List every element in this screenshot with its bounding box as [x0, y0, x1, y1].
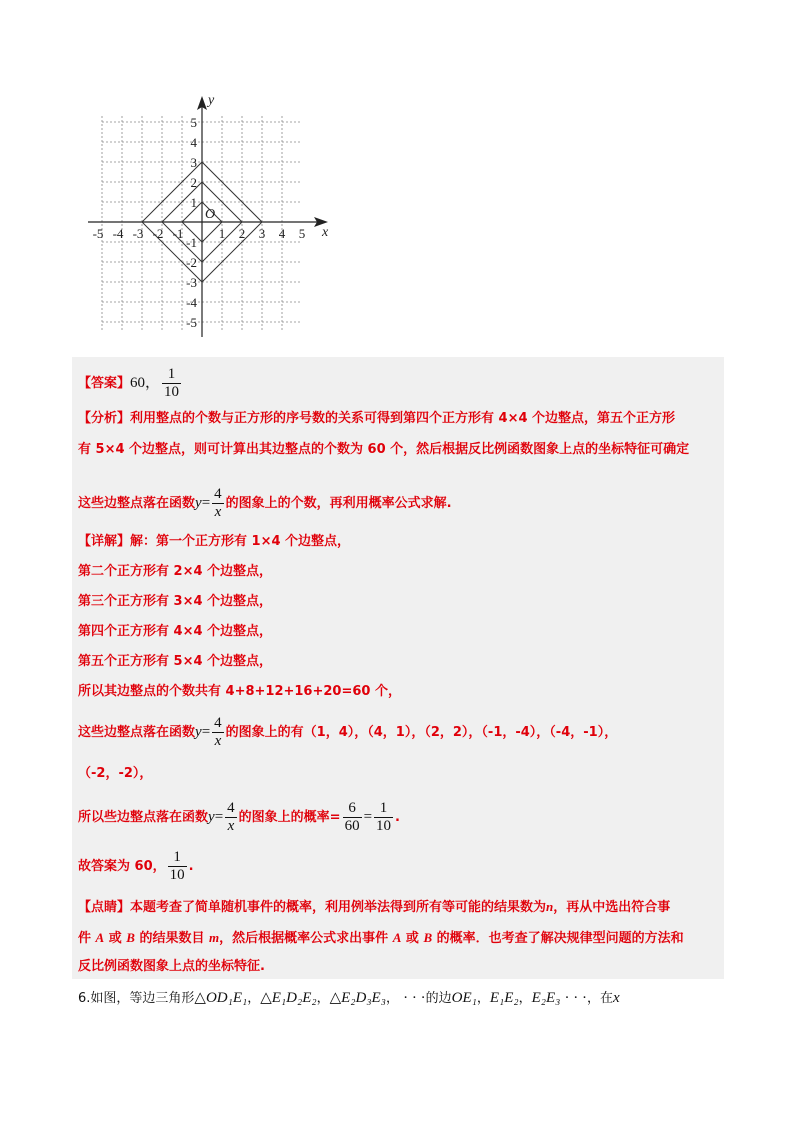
- prob-num: 6: [343, 800, 362, 818]
- detail-text-6: 所以其边整点的个数共有 4+8+12+16+20=60 个，: [78, 684, 401, 699]
- x-tick-label: 5: [298, 226, 306, 241]
- var-a-2: A: [392, 930, 402, 945]
- analysis-line-1: [78, 409, 675, 429]
- prob-den: 60: [344, 818, 360, 834]
- detail-text-1: 解：第一个正方形有 1×4 个边整点，: [130, 534, 351, 549]
- detail-text-3: 第三个正方形有 3×4 个边整点，: [78, 594, 273, 609]
- var-a: A: [95, 930, 105, 945]
- prob2-den: 10: [376, 818, 392, 834]
- x-tick-label: 3: [258, 226, 266, 241]
- question-number: 6.: [78, 991, 91, 1006]
- func-den: x: [214, 504, 222, 520]
- question-sep-2: ，: [316, 991, 330, 1006]
- comment-or-2: 或: [405, 931, 419, 946]
- func-fraction: [212, 486, 224, 521]
- y-tick-label: 1: [190, 195, 197, 210]
- question-sep-5: ，: [518, 991, 532, 1006]
- var-b-2: B: [423, 930, 433, 945]
- edge-3: E₂E₃: [531, 990, 561, 1006]
- detail-line-8: [78, 764, 152, 784]
- question-sep-4: ，: [476, 991, 490, 1006]
- y-tick-label: -2: [186, 255, 197, 270]
- x-tick-label: -1: [172, 226, 184, 241]
- coordinate-figure: [84, 92, 334, 342]
- y-tick-label: -3: [186, 275, 197, 290]
- func-fraction-3: [225, 800, 237, 835]
- func-y-2: y: [195, 724, 202, 740]
- detail-line-10: [78, 849, 194, 884]
- func-eq-2: =: [201, 724, 211, 740]
- x-tick-label: -4: [112, 226, 124, 241]
- x-tick-label: -5: [92, 226, 104, 241]
- func-fraction-2: [212, 715, 224, 750]
- comment-line-2: [78, 928, 684, 949]
- y-tick-label: 5: [190, 115, 197, 130]
- question-text-1: 如图，等边三角形: [90, 991, 195, 1006]
- analysis-text-3-pre: 这些边整点落在函数: [78, 496, 196, 511]
- ellipsis-1: · · ·: [403, 990, 426, 1006]
- detail-line-6: [78, 682, 401, 702]
- x-tick-label: 2: [238, 226, 246, 241]
- y-tick-label: -1: [186, 235, 197, 250]
- y-tick-label: 4: [190, 135, 197, 150]
- detail-line-5: [78, 652, 272, 672]
- comment-or-1: 或: [108, 931, 122, 946]
- detail-text-5: 第五个正方形有 5×4 个边整点，: [78, 654, 273, 669]
- final-num: 1: [168, 849, 187, 867]
- x-tick-label: 1: [218, 226, 226, 241]
- detail-text-9-end: .: [395, 810, 400, 825]
- detail-line-4: [78, 622, 272, 642]
- prob-fraction: [343, 800, 362, 835]
- var-b: B: [126, 930, 135, 945]
- ellipsis-2: · · ·: [564, 990, 588, 1006]
- answer-frac-den: 10: [164, 384, 180, 400]
- y-tick-label: 3: [190, 155, 197, 170]
- detail-line-3: [78, 592, 272, 612]
- detail-text-8: （-2，-2），: [78, 766, 153, 781]
- comment-line-3: [78, 957, 265, 977]
- origin-label: O: [205, 207, 216, 222]
- detail-tag: 【详解】: [78, 534, 131, 549]
- func-num: 4: [214, 486, 222, 502]
- analysis-tag: 【分析】: [78, 411, 131, 426]
- detail-text-10-pre: 故答案为 60，: [78, 859, 166, 874]
- var-n: n: [546, 899, 554, 914]
- detail-line-2: [78, 562, 272, 582]
- comment-text-2-mid2: ，然后根据概率公式求出事件: [219, 931, 389, 946]
- func-y: y: [195, 495, 202, 511]
- func-eq: =: [201, 495, 211, 511]
- var-x: x: [613, 990, 620, 1006]
- x-tick-label: 4: [278, 226, 286, 241]
- question-6: [78, 988, 738, 1009]
- analysis-text-2: 有 5×4 个边整点，则可计算出其边整点的个数为 60 个，然后根据反比例函数图象上点的坐标特征可确定: [78, 442, 690, 457]
- y-tick-label: -5: [186, 315, 197, 330]
- answer-tag: 【答案】: [78, 376, 131, 391]
- x-axis-label: x: [322, 225, 329, 240]
- comment-text-2-post: 的概率．也考查了解决规律型问题的方法和: [436, 931, 684, 946]
- analysis-line-3: [78, 486, 452, 521]
- func-num-3: 4: [227, 800, 235, 816]
- detail-text-10-end: .: [188, 859, 194, 874]
- comment-text-1-pre: 本题考查了简单随机事件的概率，利用例举法得到所有等可能的结果数为: [130, 900, 547, 915]
- x-tick-label: -3: [132, 226, 144, 241]
- detail-line-9: [78, 800, 400, 835]
- y-tick-label: 2: [190, 175, 197, 190]
- prob-fraction-simplified: [374, 800, 393, 835]
- func-num-2: 4: [214, 715, 222, 731]
- x-tick-label: -2: [152, 226, 164, 241]
- final-den: 10: [169, 867, 185, 883]
- y-axis-label: y: [208, 93, 215, 108]
- comment-tag: 【点睛】: [78, 900, 131, 915]
- func-den-3: x: [227, 818, 235, 834]
- question-sep-3: ，: [385, 991, 399, 1006]
- edge-2: E₁E₂: [489, 990, 519, 1006]
- detail-text-2: 第二个正方形有 2×4 个边整点，: [78, 564, 273, 579]
- detail-text-9-pre: 所以些边整点落在函数: [78, 810, 209, 825]
- triangle-2: △E₁D₂E₂: [260, 990, 317, 1006]
- analysis-text-1: 利用整点的个数与正方形的序号数的关系可得到第四个正方形有 4×4 个边整点，第五个正方形: [130, 411, 676, 426]
- func-eq-3: =: [214, 809, 224, 825]
- answer-fraction: [162, 366, 181, 401]
- comment-text-2-pre: 件: [78, 931, 92, 946]
- detail-text-7-post: 的图象上的有（1，4），（4，1），（2，2），（-1，-4），（-4，-1），: [225, 725, 618, 740]
- edge-1: OE₁: [451, 990, 477, 1006]
- y-tick-label: -4: [186, 295, 197, 310]
- detail-text-7-pre: 这些边整点落在函数: [78, 725, 196, 740]
- answer-line: [78, 366, 183, 401]
- comment-text-1-post: ，再从中选出符合事: [553, 900, 671, 915]
- func-den-2: x: [214, 733, 222, 749]
- comment-text-3: 反比例函数图象上点的坐标特征.: [78, 959, 265, 974]
- comment-line-1: [78, 897, 670, 918]
- comment-text-2-mid: 的结果数目: [139, 931, 205, 946]
- prob-eq: =: [363, 809, 373, 825]
- answer-value: 60，: [130, 375, 161, 391]
- triangle-3: △E₂D₃E₃: [329, 990, 386, 1006]
- detail-text-4: 第四个正方形有 4×4 个边整点，: [78, 624, 273, 639]
- final-answer-fraction: [168, 849, 187, 884]
- question-text-3: ，在: [587, 991, 614, 1006]
- detail-line-7: [78, 715, 617, 750]
- detail-text-9-mid: 的图象上的概率=: [238, 810, 341, 825]
- triangle-1: △OD₁E₁: [194, 990, 248, 1006]
- question-text-2: 的边: [425, 991, 452, 1006]
- func-y-3: y: [208, 809, 215, 825]
- grid-plot: [84, 92, 334, 342]
- prob2-num: 1: [374, 800, 393, 818]
- var-m: m: [209, 930, 220, 945]
- answer-frac-num: 1: [162, 366, 181, 384]
- analysis-text-3-post: 的图象上的个数，再利用概率公式求解.: [225, 496, 452, 511]
- analysis-line-2: [78, 440, 689, 460]
- detail-line-1: [78, 532, 350, 552]
- question-sep-1: ，: [247, 991, 261, 1006]
